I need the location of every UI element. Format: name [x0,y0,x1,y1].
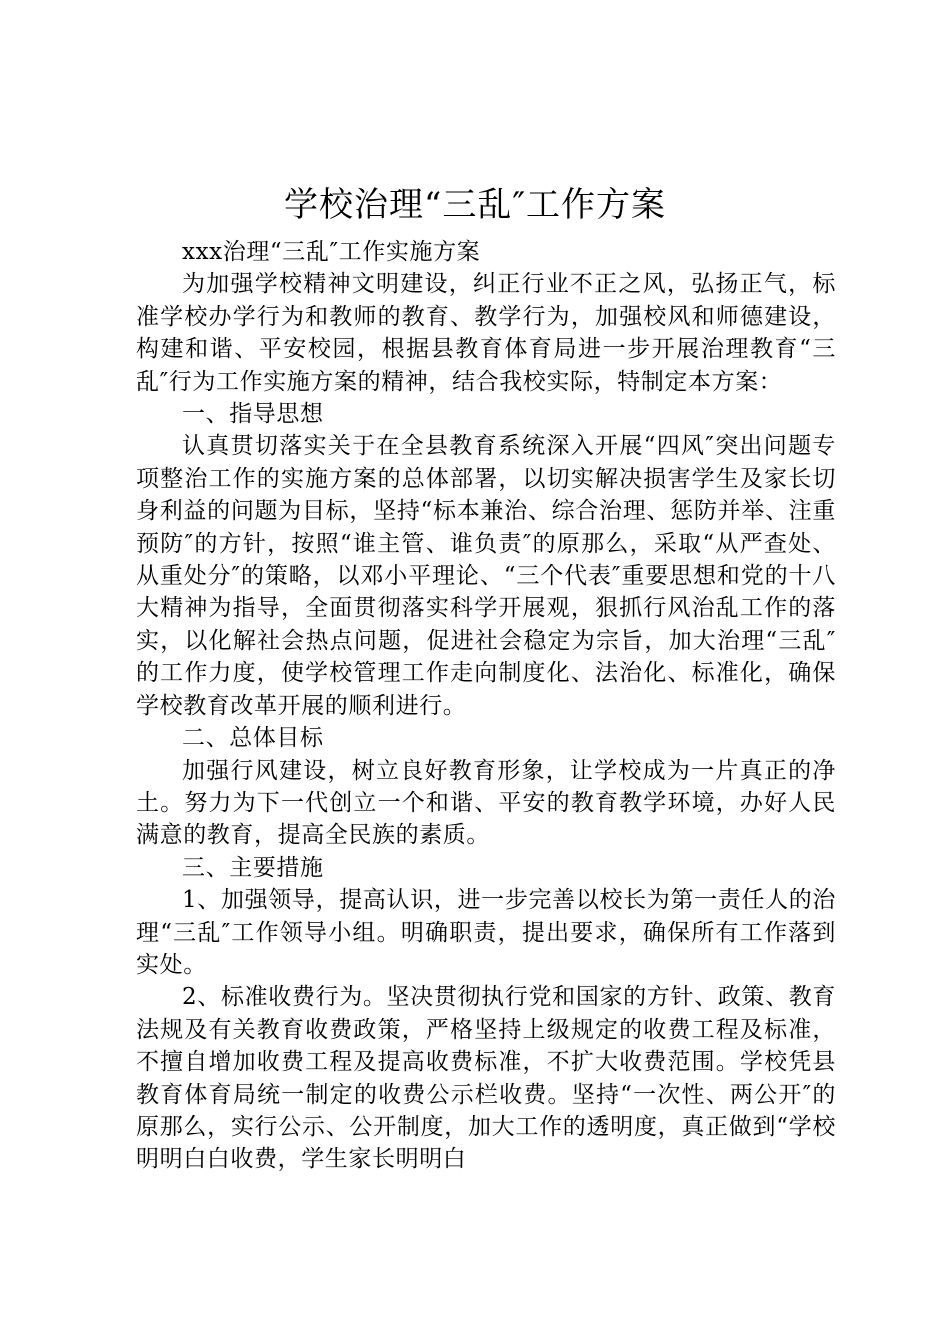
paragraph-intro: 为加强学校精神文明建设，纠正行业不正之风，弘扬正气，标准学校办学行为和教师的教育、教学行为，加强校风和师德建设，构建和谐、平安校园，根据县教育体育局进一步开展治理教育“三乱″行为工作实施方案的精神，结合我校实际，特制定本方案： [136,271,836,395]
paragraph-subtitle: xxx治理“三乱″工作实施方案 [182,239,481,265]
document-body [136,236,836,1176]
section-heading-overall-goal: 二、总体目标 [182,725,324,752]
document-title: 学校治理“三乱″工作方案 [283,185,667,225]
paragraph-measure-2: 2、标准收费行为。坚决贯彻执行党和国家的方针、政策、教育法规及有关教育收费政策，严格坚持上级规定的收费工程及标准，不擅自增加收费工程及提高收费标准，不扩大收费范围。学校凭县教育体育局统一制定的收费公示栏收费。坚持“一次性、两公开″的原那么，实行公示、公开制度，加大工作的透明度，真正做到“学校明明白白收费，学生家长明明白 [136,984,836,1173]
paragraph-guiding-thought: 认真贯切落实关于在全县教育系统深入开展“四风″突出问题专项整治工作的实施方案的总体部署，以切实解决损害学生及家长切身利益的问题为目标，坚持“标本兼治、综合治理、惩防并举、注重预防″的方针，按照“谁主管、谁负责″的原那么，采取“从严查处、从重处分″的策略，以邓小平理论、“三个代表″重要思想和党的十八大精神为指导，全面贯彻落实科学开展观，狠抓行风治乱工作的落实，以化解社会热点问题，促进社会稳定为宗旨，加大治理“三乱″的工作力度，使学校管理工作走向制度化、法治化、标准化，确保学校教育改革开展的顺利进行。 [136,433,836,719]
section-heading-main-measures: 三、主要措施 [182,854,324,881]
paragraph-measure-1: 1、加强领导，提高认识，进一步完善以校长为第一责任人的治理“三乱″工作领导小组。明确职责，提出要求，确保所有工作落到实处。 [136,887,836,978]
section-heading-guiding-thought: 一、指导思想 [182,401,324,428]
paragraph-overall-goal: 加强行风建设，树立良好教育形象，让学校成为一片真正的净土。努力为下一代创立一个和谐、平安的教育教学环境，办好人民满意的教育，提高全民族的素质。 [136,757,836,849]
